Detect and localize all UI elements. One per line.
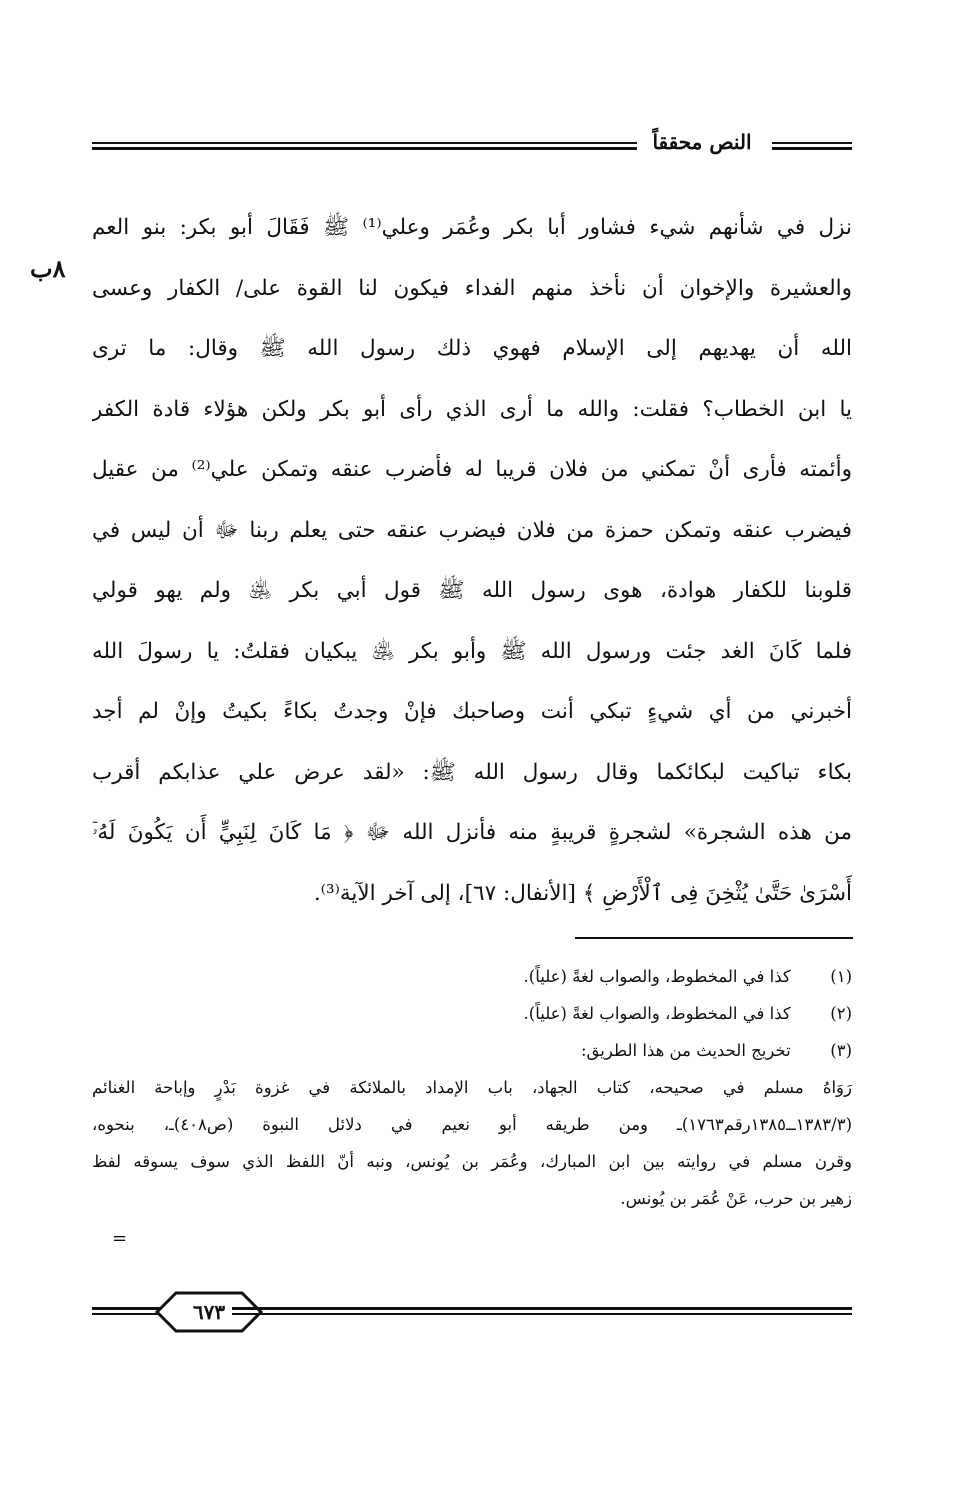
running-title: النص محققاً [652,130,752,154]
text-line: فلما كَانَ الغد جئت ورسول الله ﷺ وأبو بكر ﵁ يبكيان فقلتُ: يا رسولَ الله [92,638,852,664]
page-footer [92,1290,852,1340]
text-line: نزل في شأنهم شيء فشاور أبا بكر وعُمَر وعلي⁽¹⁾ ﷺ فَقَالَ أبو بكر: بنو العم [92,215,852,240]
footnotes [92,958,852,1217]
text-line: فيضرب عنقه وتمكن حمزة من فلان فيضرب عنقه حتى يعلم ربنا ﷻ أن ليس في [92,517,852,543]
footnote-separator [575,937,853,939]
footnote-number: (٣) [830,1041,852,1060]
footnote-text: كذا في المخطوط، والصواب لغةً (علياً). [523,1004,791,1023]
footer-rule-left [92,1307,162,1317]
footnote-3-line: زهير بن حرب، عَنْ عُمَر بن يُونس. [620,1189,852,1208]
text-line: يا ابن الخطاب؟ فقلت: والله ما أرى الذي رأى أبو بكر ولكن هؤلاء قادة الكفر [92,396,852,422]
footnote-3 [92,1032,852,1069]
continuation-mark: = [112,1228,128,1249]
footnote-number: (١) [830,967,852,986]
text-line: بكاء تباكيت لبكائكما وقال رسول الله ﷺ: «لقد عرض علي عذابكم أقرب [92,759,852,785]
text-line: أخبرني من أي شيءٍ تبكي أنت وصاحبك فإنْ وجدتُ بكاءً بكيتُ وإنْ لم أجد [92,699,852,724]
text-line: والعشيرة والإخوان أن نأخذ منهم الفداء فيكون لنا القوة على/ الكفار وعسى [92,275,852,301]
header-rule-right [772,142,852,151]
text-line: أَسْرَىٰ حَتَّىٰ يُثْخِنَ فِى ٱلْأَرْضِ ﴾ [الأنفال: ٦٧]، إلى آخر الآية⁽³⁾. [313,880,852,906]
footnote-text: كذا في المخطوط، والصواب لغةً (علياً). [523,967,791,986]
manuscript-folio-marker: ٨ب [30,254,66,283]
text-line: الله أن يهديهم إلى الإسلام فهوي ذلك رسول الله ﷺ وقال: ما ترى [92,336,852,361]
footer-rule-right [232,1307,852,1317]
footnote-text: تخريج الحديث من هذا الطريق: [580,1041,791,1060]
running-header [92,128,852,168]
footnote-number: (٢) [830,1004,852,1023]
page-number: ٦٧٣ [192,1300,226,1324]
footnote-2 [92,995,852,1032]
header-rule-left [92,142,637,151]
footnote-3-line: (١٣٨٣/٣ــ١٣٨٥رقم١٧٦٣)ـ ومن طريقه أبو نعيم في دلائل النبوة (ص٤٠٨)ـ، بنحوه، [92,1115,852,1134]
footnote-3-line: وقرن مسلم في روايته بين ابن المبارك، وعُمَر بن يُونس، ونبه أنّ اللفظ الذي سوف يسوقه لفظ [92,1152,852,1171]
text-line: قلوبنا للكفار هوادة، هوى رسول الله ﷺ قول أبي بكر ﵁ ولم يهو قولي [92,578,852,603]
footnote-3-line: رَوَاهُ مسلم في صحيحه، كتاب الجهاد، باب الإمداد بالملائكة في غزوة بَدْرٍ وإباحة الغنائم [92,1078,852,1097]
text-line: وأئمته فأرى أنْ تمكني من فلان قريبا له فأضرب عنقه وتمكن علي⁽²⁾ من عقيل [92,457,852,482]
text-line: من هذه الشجرة» لشجرةٍ قريبةٍ منه فأنزل الله ﷻ ﴿ مَا كَانَ لِنَبِيٍّ أَن يَكُونَ لَهُۥٓ [92,820,852,845]
main-text [92,198,852,924]
footnote-1 [92,958,852,995]
